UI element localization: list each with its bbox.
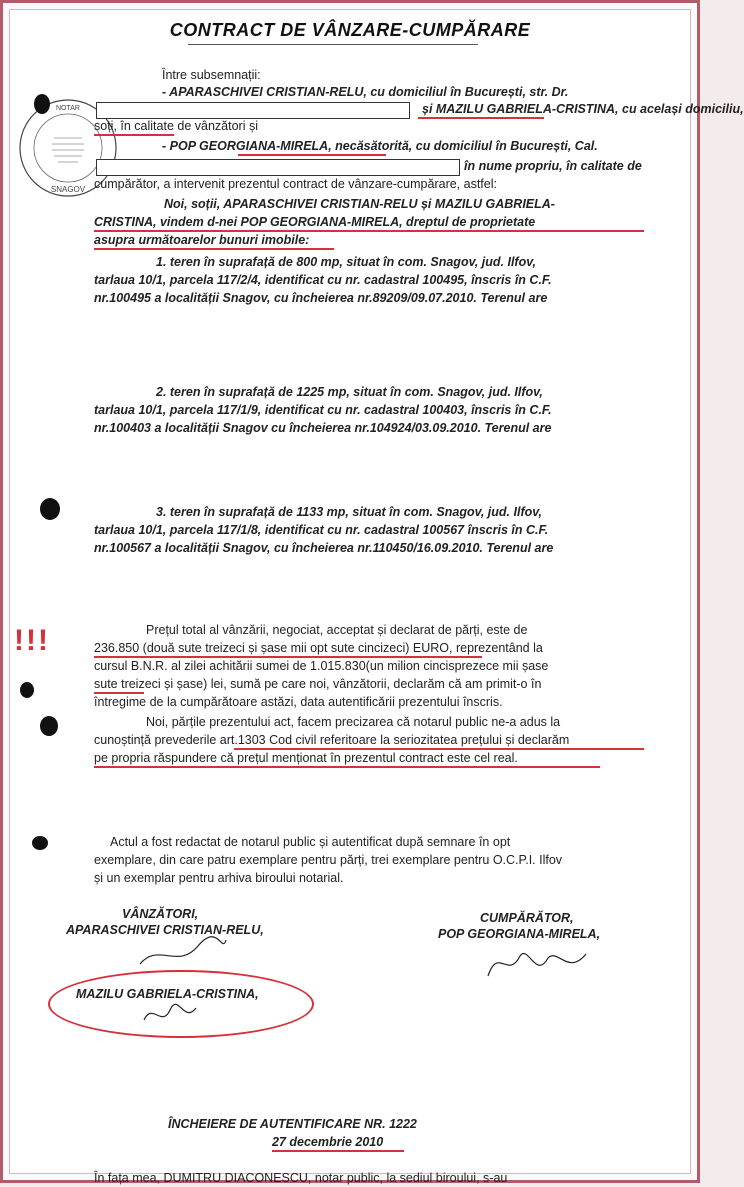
item-line: tarlaua 10/1, parcela 117/1/8, identificat cu nr. cadastral 100567 înscris în C.F. bbox=[94, 523, 549, 537]
item-line: tarlaua 10/1, parcela 117/1/9, identificat cu nr. cadastral 100403, înscris în C.F. bbox=[94, 403, 552, 417]
notary-stamp bbox=[14, 92, 94, 204]
document-page bbox=[9, 9, 744, 1185]
price-line: cunoștință prevederile art.1303 Cod civil referitoare la seriozitatea prețului și declarăm bbox=[94, 733, 570, 747]
price-line: cursul B.N.R. al zilei achitării sumei de 1.015.830(un milion cincisprezece mii șase bbox=[94, 659, 549, 673]
intro-line: - POP GEORGIANA-MIRELA, necăsătorită, cu domiciliul în București, Cal. bbox=[162, 139, 598, 153]
closing-line: În fața mea, DUMITRU DIACONESCU, notar public, la sediul biroului, s-au bbox=[94, 1171, 508, 1185]
sellers-label: VÂNZĂTORI, bbox=[122, 907, 199, 921]
drafting-line: și un exemplar pentru arhiva biroului notarial. bbox=[94, 871, 344, 885]
intro-line: Între subsemnații: bbox=[162, 68, 261, 82]
item-line: nr.100495 a localității Snagov, cu încheierea nr.89209/09.07.2010. Terenul are bbox=[94, 291, 548, 305]
intro-line: și MAZILU GABRIELA-CRISTINA, cu același domiciliu, bbox=[422, 102, 744, 116]
intro-line: soți, în calitate de vânzători și bbox=[94, 119, 258, 133]
seller-signature-2 bbox=[140, 998, 200, 1030]
intro-line: - APARASCHIVEI CRISTIAN-RELU, cu domiciliul în București, str. Dr. bbox=[162, 85, 569, 99]
price-line: Noi, părțile prezentului act, facem precizarea că notarul public ne-a adus la bbox=[146, 715, 561, 729]
price-line: pe propria răspundere că prețul menționat în prezentul contract este cel real. bbox=[94, 751, 518, 765]
closing-heading: ÎNCHEIERE DE AUTENTIFICARE NR. 1222 bbox=[168, 1117, 417, 1131]
ink-blot bbox=[40, 498, 60, 520]
ink-blot bbox=[34, 94, 50, 114]
buyer-label: CUMPĂRĂTOR, bbox=[480, 911, 574, 925]
underline bbox=[238, 154, 386, 156]
underline bbox=[94, 766, 600, 768]
item-line: nr.100403 a localității Snagov cu încheierea nr.104924/03.09.2010. Terenul are bbox=[94, 421, 552, 435]
title-underline bbox=[188, 44, 478, 45]
redaction-box bbox=[96, 159, 460, 176]
underline bbox=[94, 134, 174, 136]
ink-blot bbox=[40, 716, 58, 736]
redaction-box bbox=[96, 102, 410, 119]
price-line: sute treizeci și șase) lei, sumă pe care noi, vânzătorii, declarăm că am primit-o în bbox=[94, 677, 542, 691]
item-line: 1. teren în suprafață de 800 mp, situat în com. Snagov, jud. Ilfov, bbox=[156, 255, 536, 269]
price-line: 236.850 (două sute treizeci și șase mii opt sute cincizeci) EURO, reprezentând la bbox=[94, 641, 543, 655]
buyer-signature bbox=[482, 940, 592, 986]
item-line: 3. teren în suprafață de 1133 mp, situat în com. Snagov, jud. Ilfov, bbox=[156, 505, 542, 519]
clause-line: CRISTINA, vindem d-nei POP GEORGIANA-MIRELA, dreptul de proprietate bbox=[94, 215, 536, 229]
clause-line: Noi, soții, APARASCHIVEI CRISTIAN-RELU și MAZILU GABRIELA- bbox=[164, 197, 555, 211]
seller-signature-1 bbox=[138, 934, 228, 974]
item-line: 2. teren în suprafață de 1225 mp, situat în com. Snagov, jud. Ilfov, bbox=[156, 385, 543, 399]
stamp-bottom-text: SNAGOV bbox=[50, 185, 86, 194]
underline bbox=[418, 117, 544, 119]
underline bbox=[272, 1150, 404, 1152]
ink-blot bbox=[32, 836, 48, 850]
clause-line: asupra următoarelor bunuri imobile: bbox=[94, 233, 310, 247]
item-line: nr.100567 a localității Snagov, cu încheierea nr.110450/16.09.2010. Terenul are bbox=[94, 541, 554, 555]
intro-line: în nume propriu, în calitate de bbox=[464, 159, 642, 173]
buyer-name: POP GEORGIANA-MIRELA, bbox=[438, 927, 601, 941]
seller-name: APARASCHIVEI CRISTIAN-RELU, bbox=[66, 923, 264, 937]
stamp-top-text: NOTAR bbox=[56, 105, 80, 112]
underline bbox=[94, 248, 334, 250]
item-line: tarlaua 10/1, parcela 117/2/4, identificat cu nr. cadastral 100495, înscris în C.F. bbox=[94, 273, 552, 287]
seller-name: MAZILU GABRIELA-CRISTINA, bbox=[76, 987, 259, 1001]
drafting-line: Actul a fost redactat de notarul public și autentificat după semnare în opt bbox=[110, 835, 511, 849]
ink-blot bbox=[20, 682, 34, 698]
drafting-line: exemplare, din care patru exemplare pentru părți, trei exemplare pentru O.C.P.I. Ilfov bbox=[94, 853, 563, 867]
price-line: întregime de la cumpărătoare astăzi, data autentificării prezentului înscris. bbox=[94, 695, 503, 709]
price-line: Prețul total al vânzării, negociat, acceptat și declarat de părți, este de bbox=[146, 623, 528, 637]
closing-date: 27 decembrie 2010 bbox=[272, 1135, 384, 1149]
document-title: CONTRACT DE VÂNZARE-CUMPĂRARE bbox=[169, 20, 531, 40]
exclamation-marks: !!! bbox=[14, 624, 50, 657]
intro-line: cumpărător, a intervenit prezentul contract de vânzare-cumpărare, astfel: bbox=[94, 177, 497, 191]
